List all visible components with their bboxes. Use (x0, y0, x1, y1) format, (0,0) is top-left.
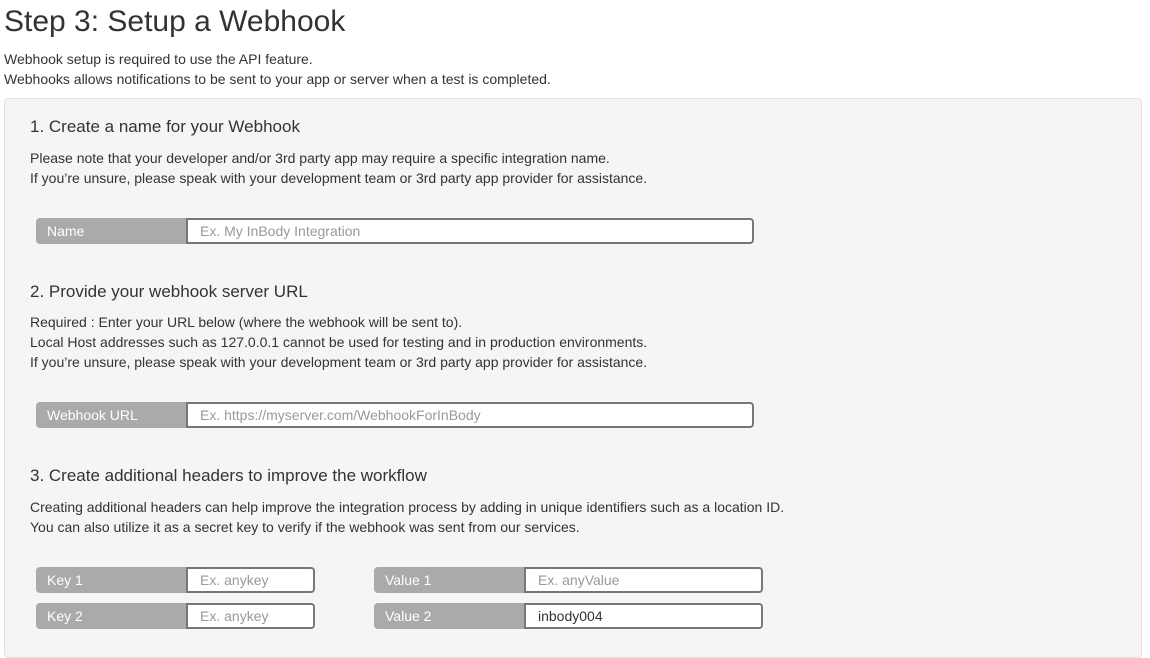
value-1-field-group (374, 567, 763, 593)
desc-line: Please note that your developer and/or 3rd party app may require a specific integration name. (30, 150, 610, 166)
section-title-url: 2. Provide your webhook server URL (30, 282, 308, 301)
section-desc-name (30, 148, 647, 188)
webhook-url-label: Webhook URL (36, 402, 186, 428)
key-2-input[interactable] (186, 603, 315, 629)
section-desc-headers (30, 497, 784, 537)
desc-line: Creating additional headers can help improve the integration process by adding in unique identifiers such as a location ID. (30, 499, 785, 515)
name-field-group (36, 218, 754, 244)
value-2-input[interactable] (524, 603, 763, 629)
section-title-headers: 3. Create additional headers to improve the workflow (30, 466, 427, 485)
intro-line: Webhooks allows notifications to be sent to your app or server when a test is completed. (4, 71, 551, 87)
webhook-url-input[interactable] (186, 402, 754, 428)
value-2-field-group (374, 603, 763, 629)
intro-text (4, 49, 551, 89)
name-input[interactable] (186, 218, 754, 244)
key-2-field-group (36, 603, 315, 629)
page-title: Step 3: Setup a Webhook (4, 5, 346, 38)
key-1-field-group (36, 567, 315, 593)
webhook-setup-panel (4, 98, 1142, 658)
section-title-name: 1. Create a name for your Webhook (30, 117, 300, 136)
value-1-label: Value 1 (374, 567, 524, 593)
webhook-url-field-group (36, 402, 754, 428)
desc-line: You can also utilize it as a secret key to verify if the webhook was sent from our services. (30, 519, 580, 535)
section-desc-url (30, 312, 647, 372)
name-label: Name (36, 218, 186, 244)
desc-line: Required : Enter your URL below (where the webhook will be sent to). (30, 314, 463, 330)
desc-line: If you’re unsure, please speak with your development team or 3rd party app provider for assistance. (30, 354, 648, 370)
key-1-input[interactable] (186, 567, 315, 593)
key-2-label: Key 2 (36, 603, 186, 629)
value-1-input[interactable] (524, 567, 763, 593)
key-1-label: Key 1 (36, 567, 186, 593)
desc-line: Local Host addresses such as 127.0.0.1 cannot be used for testing and in production environments. (30, 334, 648, 350)
intro-line: Webhook setup is required to use the API feature. (4, 51, 313, 67)
desc-line: If you’re unsure, please speak with your development team or 3rd party app provider for assistance. (30, 170, 648, 186)
value-2-label: Value 2 (374, 603, 524, 629)
